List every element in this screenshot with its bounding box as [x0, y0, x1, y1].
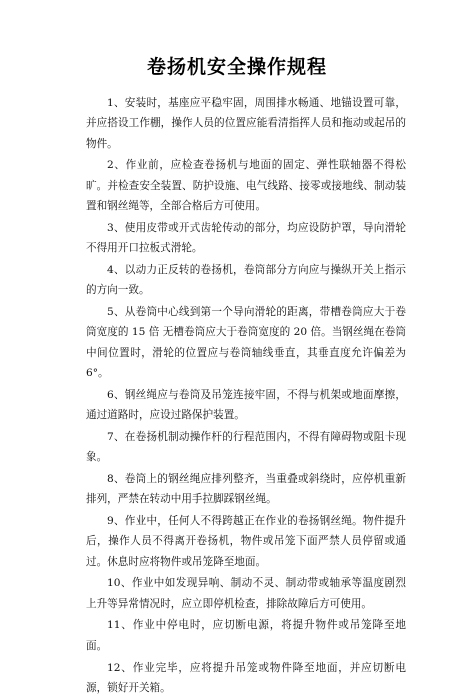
paragraph-3: 3、使用皮带或开式齿轮传动的部分，均应设防护罩，导向滑轮不得用开口拉板式滑轮。: [86, 221, 406, 255]
document-body: [86, 93, 406, 700]
paragraph-11: 11、作业中停电时，应切断电源，将提升物件或吊笼降至地面。: [86, 619, 406, 652]
paragraph-8: 8、卷筒上的钢丝绳应排列整齐，当重叠或斜绕时，应停机重新排列，严禁在转动中用手拉脚踩钢丝绳。: [86, 472, 406, 506]
paragraph-10: 10、作业中如发现异响、制动不灵、制动带或轴承等温度剧烈上升等异常情况时，应立即停机检查，排除故障后方可使用。: [86, 577, 406, 610]
paragraph-5: 5、从卷筒中心线到第一个导向滑轮的距离，带槽卷筒应大于卷筒宽度的 15 倍 无槽卷筒应大于卷筒宽度的 20 倍。当钢丝绳在卷筒中间位置时，滑轮的位置应与卷筒轴线垂直，其垂直度允许偏差为 6°。: [86, 305, 406, 379]
paragraph-2: 2、作业前，应检查卷扬机与地面的固定、弹性联轴器不得松旷。并检查安全装置、防护设施、电气线路、接零或接地线、制动装置和钢丝绳等，全部合格后方可使用。: [86, 159, 406, 212]
document-title: 卷扬机安全操作规程: [146, 56, 327, 78]
paragraph-4: 4、以动力正反转的卷扬机，卷筒部分方向应与操纵开关上指示的方向一致。: [86, 263, 406, 297]
paragraph-7: 7、在卷扬机制动操作杆的行程范围内，不得有障碍物或阻卡现象。: [86, 430, 406, 464]
paragraph-9: 9、作业中，任何人不得跨越正在作业的卷扬钢丝绳。物件提升后，操作人员不得离开卷扬机，物件或吊笼下面严禁人员停留或通过。休息时应将物件或吊笼降至地面。: [86, 514, 406, 568]
paragraph-6: 6、钢丝绳应与卷筒及吊笼连接牢固，不得与机架或地面摩擦，通过道路时，应设过路保护装置。: [86, 388, 406, 421]
paragraph-12: 12、作业完毕，应将提升吊笼或物件降至地面，并应切断电源，锁好开关箱。: [86, 661, 406, 694]
paragraph-1: 1、安装时，基座应平稳牢固，周围排水畅通、地锚设置可靠，并应搭设工作棚，操作人员的位置应能看清指挥人员和拖动或起吊的物件。: [86, 97, 406, 150]
